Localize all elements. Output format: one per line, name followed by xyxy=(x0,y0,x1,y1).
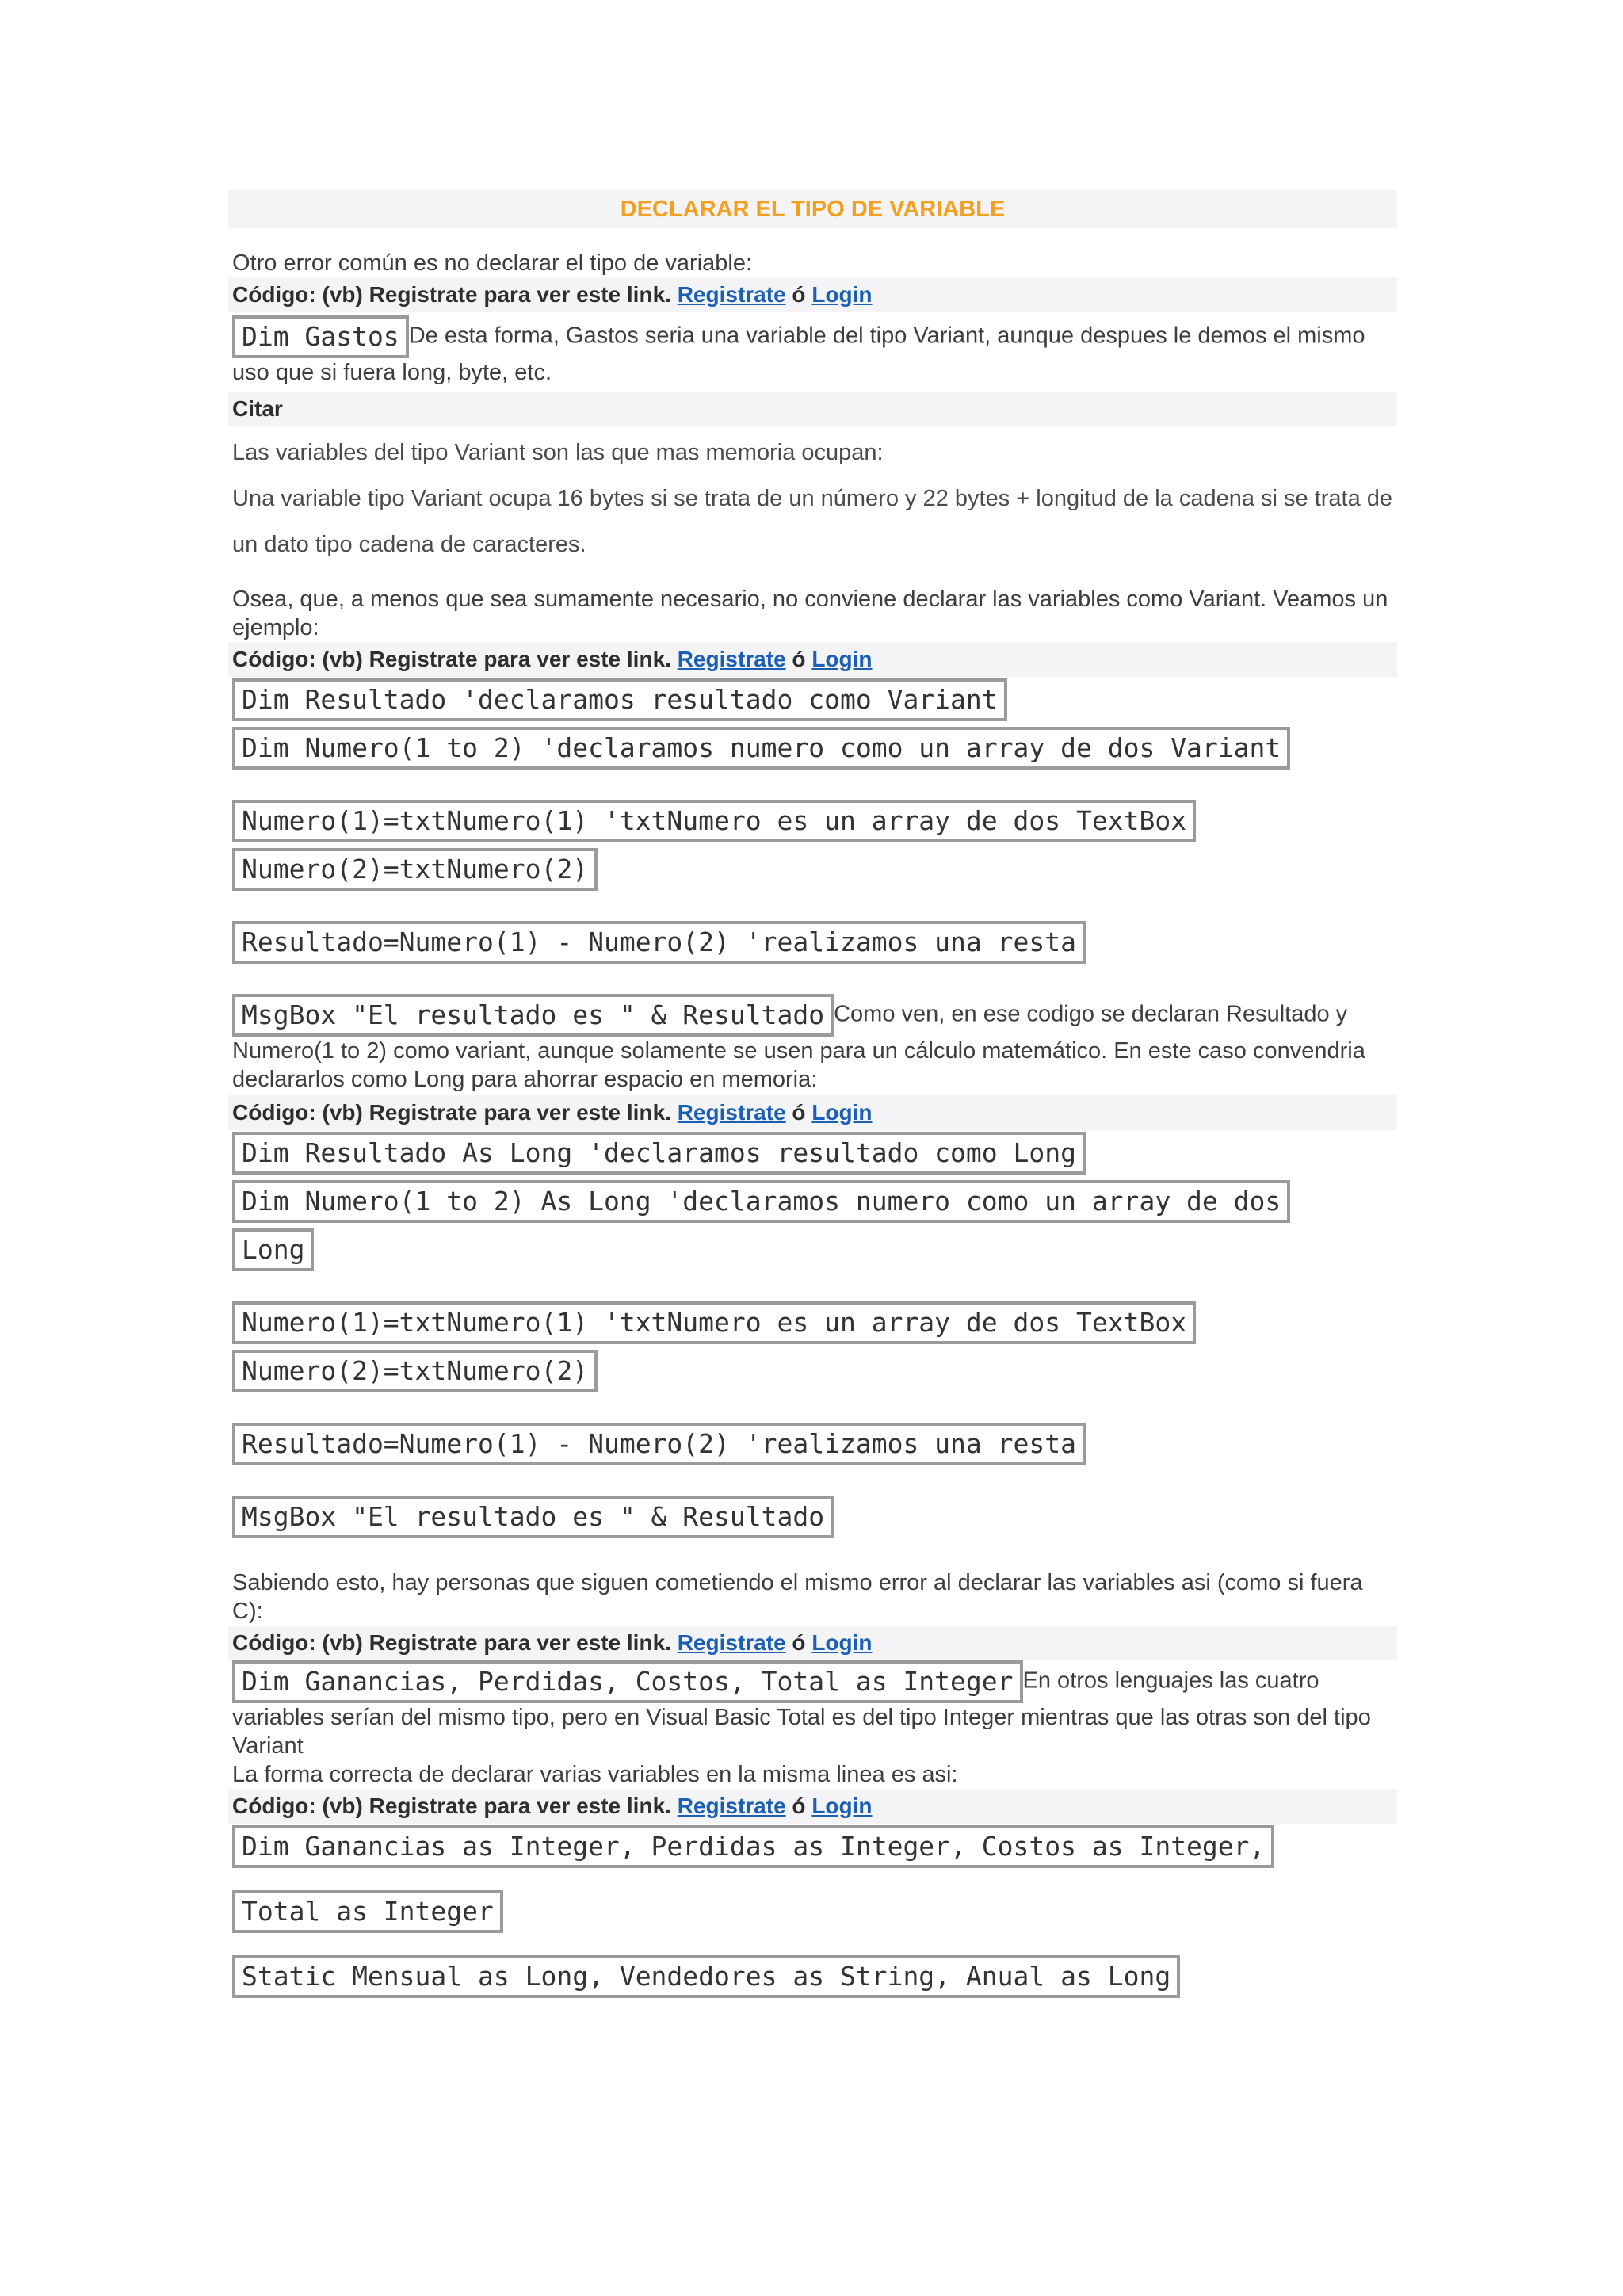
code-header-prefix: Código: (vb) Registrate para ver este link. xyxy=(232,1794,671,1818)
code-line: Dim Ganancias, Perdidas, Costos, Total as Integer xyxy=(232,1660,1023,1703)
code-header-or: ó xyxy=(792,1100,806,1125)
code-block-5 xyxy=(228,1825,1397,1998)
paragraph-2: Osea, que, a menos que sea sumamente necesario, no conviene declarar las variables como Variant. Veamos un ejemplo: xyxy=(232,586,1388,640)
quote-label: Citar xyxy=(228,392,1397,426)
code-line: Resultado=Numero(1) - Numero(2) 'realizamos una resta xyxy=(232,1423,1086,1465)
code-line: Dim Ganancias as Integer, Perdidas as Integer, Costos as Integer, xyxy=(232,1825,1274,1868)
code-line: Numero(2)=txtNumero(2) xyxy=(232,1350,598,1392)
code-block-4 xyxy=(228,1660,1397,1760)
code-block-1 xyxy=(228,315,1397,387)
code-header-1 xyxy=(228,277,1397,312)
code-line: Long xyxy=(232,1228,314,1271)
register-link[interactable]: Registrate xyxy=(677,1630,786,1655)
code-line: Resultado=Numero(1) - Numero(2) 'realizamos una resta xyxy=(232,921,1086,964)
code-header-4 xyxy=(228,1626,1397,1660)
quote-line-2: Una variable tipo Variant ocupa 16 bytes si se trata de un número y 22 bytes + longitud de la cadena si se trata de un dato tipo cadena de caracteres. xyxy=(232,486,1393,557)
code-header-prefix: Código: (vb) Registrate para ver este link. xyxy=(232,282,671,307)
code-line: Dim Resultado 'declaramos resultado como Variant xyxy=(232,678,1007,721)
code-block-3 xyxy=(228,1132,1397,1538)
code-header-5 xyxy=(228,1789,1397,1824)
explanation-text: Como ven, en ese codigo se declaran Resultado y Numero(1 to 2) como variant, aunque solamente se usen para un cálculo matemático. En este caso convendria declararlos como Long para ahorrar espacio en memoria: xyxy=(232,1001,1365,1092)
login-link[interactable]: Login xyxy=(812,1630,873,1655)
code-header-prefix: Código: (vb) Registrate para ver este link. xyxy=(232,1100,671,1125)
code-header-prefix: Código: (vb) Registrate para ver este link. xyxy=(232,647,671,671)
register-link[interactable]: Registrate xyxy=(677,647,786,671)
explanation-text: En otros lenguajes las cuatro variables serían del mismo tipo, pero en Visual Basic Total es del tipo Integer mientras que las otras son del tipo Variant xyxy=(232,1668,1371,1759)
register-link[interactable]: Registrate xyxy=(677,1794,786,1818)
section-title: DECLARAR EL TIPO DE VARIABLE xyxy=(228,190,1397,228)
code-line: Dim Resultado As Long 'declaramos resultado como Long xyxy=(232,1132,1086,1175)
code-line: Dim Numero(1 to 2) As Long 'declaramos numero como un array de dos xyxy=(232,1180,1290,1223)
document-page xyxy=(228,190,1397,1998)
login-link[interactable]: Login xyxy=(812,282,873,307)
quote-body xyxy=(228,430,1397,567)
code-line: Numero(1)=txtNumero(1) 'txtNumero es un array de dos TextBox xyxy=(232,800,1196,842)
login-link[interactable]: Login xyxy=(812,647,873,671)
code-header-or: ó xyxy=(792,282,806,307)
login-link[interactable]: Login xyxy=(812,1100,873,1125)
code-line: Total as Integer xyxy=(232,1890,503,1933)
code-header-or: ó xyxy=(792,647,806,671)
code-line: MsgBox "El resultado es " & Resultado xyxy=(232,994,834,1037)
code-header-prefix: Código: (vb) Registrate para ver este link. xyxy=(232,1630,671,1655)
code-header-2 xyxy=(228,642,1397,677)
code-line: Dim Numero(1 to 2) 'declaramos numero como un array de dos Variant xyxy=(232,727,1290,770)
intro-paragraph: Otro error común es no declarar el tipo de variable: xyxy=(232,250,753,276)
code-header-or: ó xyxy=(792,1794,806,1818)
code-block-2 xyxy=(228,678,1397,1094)
login-link[interactable]: Login xyxy=(812,1794,873,1818)
quote-line-1: Las variables del tipo Variant son las que mas memoria ocupan: xyxy=(232,440,884,465)
explanation-text: De esta forma, Gastos seria una variable del tipo Variant, aunque despues le demos el mismo uso que si fuera long, byte, etc. xyxy=(232,323,1365,385)
register-link[interactable]: Registrate xyxy=(677,1100,786,1125)
code-line: MsgBox "El resultado es " & Resultado xyxy=(232,1496,834,1538)
code-header-or: ó xyxy=(792,1630,806,1655)
code-line: Static Mensual as Long, Vendedores as String, Anual as Long xyxy=(232,1955,1180,1998)
code-header-3 xyxy=(228,1095,1397,1130)
code-line: Dim Gastos xyxy=(232,315,409,358)
register-link[interactable]: Registrate xyxy=(677,282,786,307)
paragraph-4: La forma correcta de declarar varias variables en la misma linea es asi: xyxy=(232,1762,958,1787)
code-line: Numero(1)=txtNumero(1) 'txtNumero es un array de dos TextBox xyxy=(232,1301,1196,1344)
code-line: Numero(2)=txtNumero(2) xyxy=(232,848,598,891)
paragraph-3: Sabiendo esto, hay personas que siguen cometiendo el mismo error al declarar las variables asi (como si fuera C): xyxy=(232,1570,1363,1624)
